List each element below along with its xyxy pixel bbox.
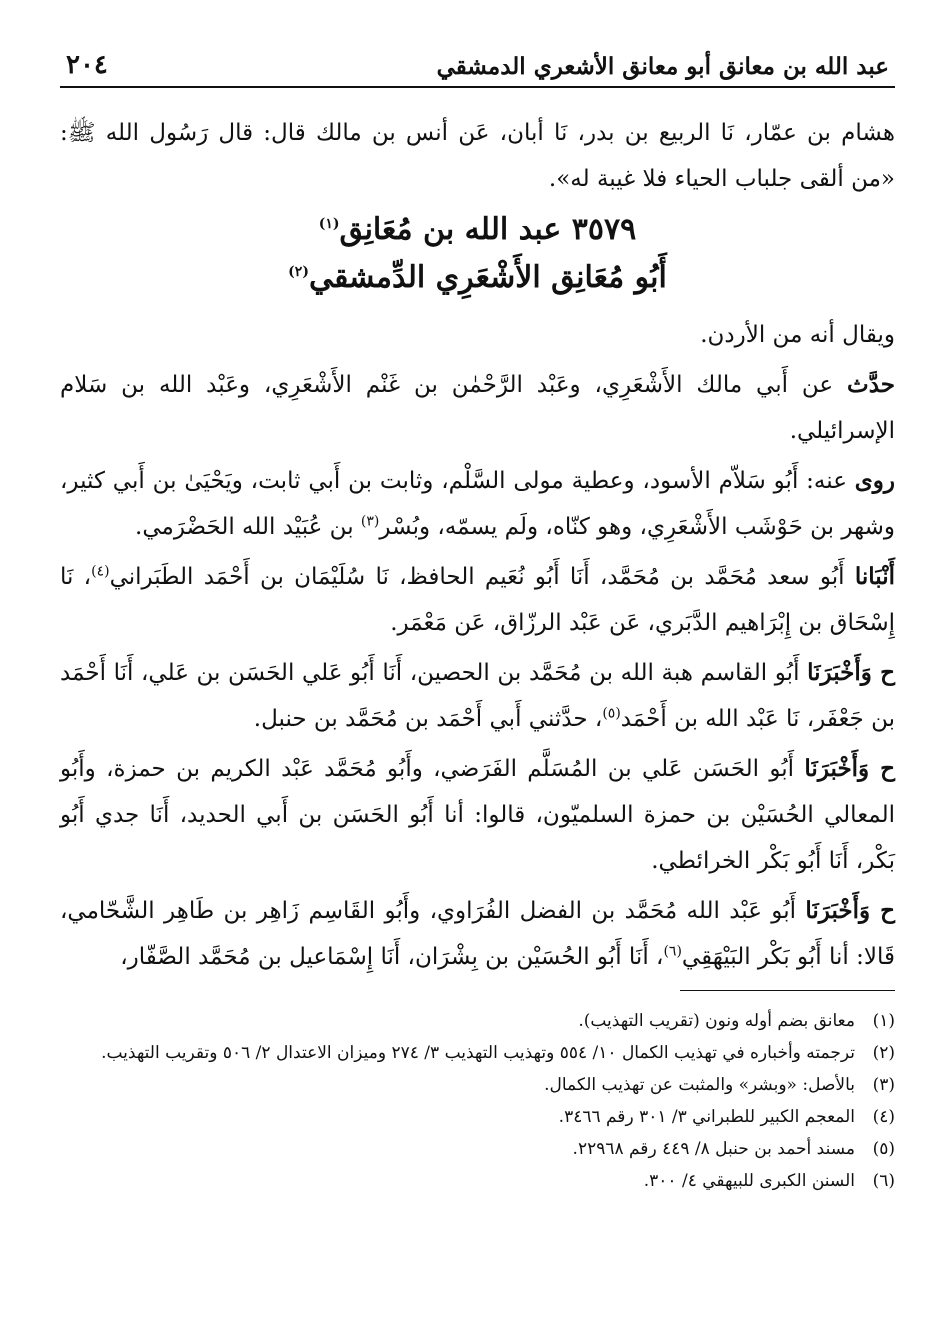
- paragraph-text: أَبُو القاسم هبة الله بن مُحَمَّد بن الحصين، أَنَا أَبُو عَلي الحَسَن بن عَلي، أَنَا أَحْمَد بن جَعْفَر، نَا عَبْد الله بن أَحْمَد: [60, 660, 895, 732]
- entry-kunya: أَبُو مُعَانِق الأَشْعَرِي الدِّمشقي: [308, 260, 667, 295]
- footnote-number: (٥): [872, 1139, 895, 1159]
- entry-title-line1: [60, 206, 895, 254]
- footnote-text: بالأصل: «وبشر» والمثبت عن تهذيب الكمال.: [544, 1075, 855, 1095]
- footnote-number: (٦): [872, 1171, 895, 1191]
- footnote-item: [60, 1133, 895, 1165]
- footnote-text: مسند أحمد بن حنبل ٨/ ٤٤٩ رقم ٢٢٩٦٨.: [572, 1139, 855, 1159]
- paragraph-isnad-2: [60, 650, 895, 742]
- lead-word: روى: [854, 467, 896, 494]
- footnote-number: (٤): [872, 1107, 895, 1127]
- paragraph-text: ، حدَّثني أَبي أَحْمَد بن مُحَمَّد بن حنبل.: [253, 706, 603, 732]
- footnote-item: [60, 1069, 895, 1101]
- footnote-ref: (٥): [602, 705, 621, 722]
- footnote-item: [60, 1101, 895, 1133]
- footnote-ref: (١): [318, 216, 340, 232]
- paragraph-text: ، نَا إِسْحَاق بن إِبْرَاهيم الدَّبَري، عَن عَبْد الرزّاق، عَن مَعْمَر.: [60, 564, 895, 636]
- lead-word: ح وَأَخْبَرَنَا: [805, 897, 895, 924]
- paragraph-isnad-3: [60, 746, 895, 884]
- page-body: [60, 110, 895, 980]
- intro-text: هشام بن عمّار، نَا الربيع بن بدر، نَا أبان، عَن أنس بن مالك قال: قال رَسُول الله ﷺ: «من ألقى جلباب الحياء فلا غيبة له».: [60, 120, 895, 192]
- running-title: عبد الله بن معانق أبو معانق الأشعري الدمشقي: [436, 53, 889, 80]
- footnote-item: [60, 1037, 895, 1069]
- intro-paragraph: [60, 110, 895, 202]
- paragraph-text: أَبُو الحَسَن عَلي بن المُسَلَّم الفَرَضي، وأَبُو مُحَمَّد عَبْد الكريم بن حمزة، وأَبُو المعالي الحُسَيْن بن حمزة السلميّون، قالوا: أنا أَبُو الحَسَن بن أَبي الحديد، أَنَا جدي أَبُو بَكْر، أَنَا أَبُو بَكْر الخرائطي.: [60, 756, 895, 874]
- footnote-ref: (٢): [288, 264, 309, 280]
- footnote-text: السنن الكبرى للبيهقي ٤/ ٣٠٠.: [643, 1171, 855, 1191]
- footnote-text: المعجم الكبير للطبراني ٣/ ٣٠١ رقم ٣٤٦٦.: [558, 1107, 855, 1127]
- paragraph-text: أَبُو عَبْد الله مُحَمَّد بن الفضل الفُرَاوي، وأَبُو القَاسِم زَاهِر بن طَاهِر الشَّحّامي، قَالا: أنا أَبُو بَكْر البَيْهَقِي: [60, 898, 895, 970]
- page-number: ٢٠٤: [66, 50, 108, 80]
- lead-word: حدَّث: [847, 371, 895, 398]
- footnote-separator: [680, 990, 895, 991]
- paragraph-text: بن عُبَيْد الله الحَضْرَمي.: [135, 514, 354, 540]
- paragraph-narrated: [60, 362, 895, 454]
- paragraph-isnad-4: [60, 888, 895, 980]
- entry-name: ٣٥٧٩ عبد الله بن مُعَانِق: [339, 212, 637, 247]
- lead-word: ح وَأَخْبَرَنَا: [807, 659, 896, 686]
- page: [60, 40, 895, 1197]
- paragraph-text: عنه: أَبُو سَلاّم الأسود، وعطية مولى السَّلْم، وثابت بن أَبي ثابت، ويَحْيَىٰ بن أَبي كثير، وشهر بن حَوْشَب الأَشْعَرِي، وهو كنّاه، ولَم يسمّه، وبُسْر: [60, 468, 895, 540]
- lead-word: أَنْبَانا: [854, 563, 895, 590]
- origin-text: ويقال أنه من الأردن.: [700, 322, 895, 348]
- paragraph-text: أَبُو سعد مُحَمَّد بن مُحَمَّد، أَنَا أَبُو نُعَيم الحافظ، نَا سُلَيْمَان بن أَحْمَد الطَبَراني: [109, 564, 845, 590]
- footnote-number: (٢): [872, 1043, 895, 1063]
- entry-title: [60, 206, 895, 302]
- lead-word: ح وَأَخْبَرَنَا: [804, 755, 896, 782]
- paragraph-text: ، أَنَا أَبُو الحُسَيْن بن بِشْرَان، أَنَا إِسْمَاعيل بن مُحَمَّد الصَّفّار،: [120, 944, 664, 970]
- paragraph-isnad-1: [60, 554, 895, 646]
- paragraph-origin: [60, 312, 895, 358]
- footnote-ref: (٤): [91, 563, 110, 580]
- paragraph-narrators: [60, 458, 895, 550]
- footnotes: [60, 1005, 895, 1197]
- footnote-ref: (٦): [663, 943, 682, 960]
- footnote-number: (٣): [872, 1075, 895, 1095]
- footnote-text: ترجمته وأخباره في تهذيب الكمال ١٠/ ٥٥٤ وتهذيب التهذيب ٣/ ٢٧٤ وميزان الاعتدال ٢/ ٥٠٦ وتقريب التهذيب.: [101, 1043, 855, 1063]
- footnote-number: (١): [872, 1011, 895, 1031]
- footnote-item: [60, 1005, 895, 1037]
- page-header: [60, 40, 895, 88]
- footnote-ref: (٣): [360, 513, 380, 530]
- entry-title-line2: [60, 254, 895, 302]
- paragraph-text: عن أَبي مالك الأَشْعَرِي، وعَبْد الرَّحْمٰن بن غَنْم الأَشْعَرِي، وعَبْد الله بن سَلام الإسرائيلي.: [60, 372, 895, 444]
- footnote-item: [60, 1165, 895, 1197]
- footnote-text: معانق بضم أوله ونون (تقريب التهذيب).: [578, 1011, 855, 1031]
